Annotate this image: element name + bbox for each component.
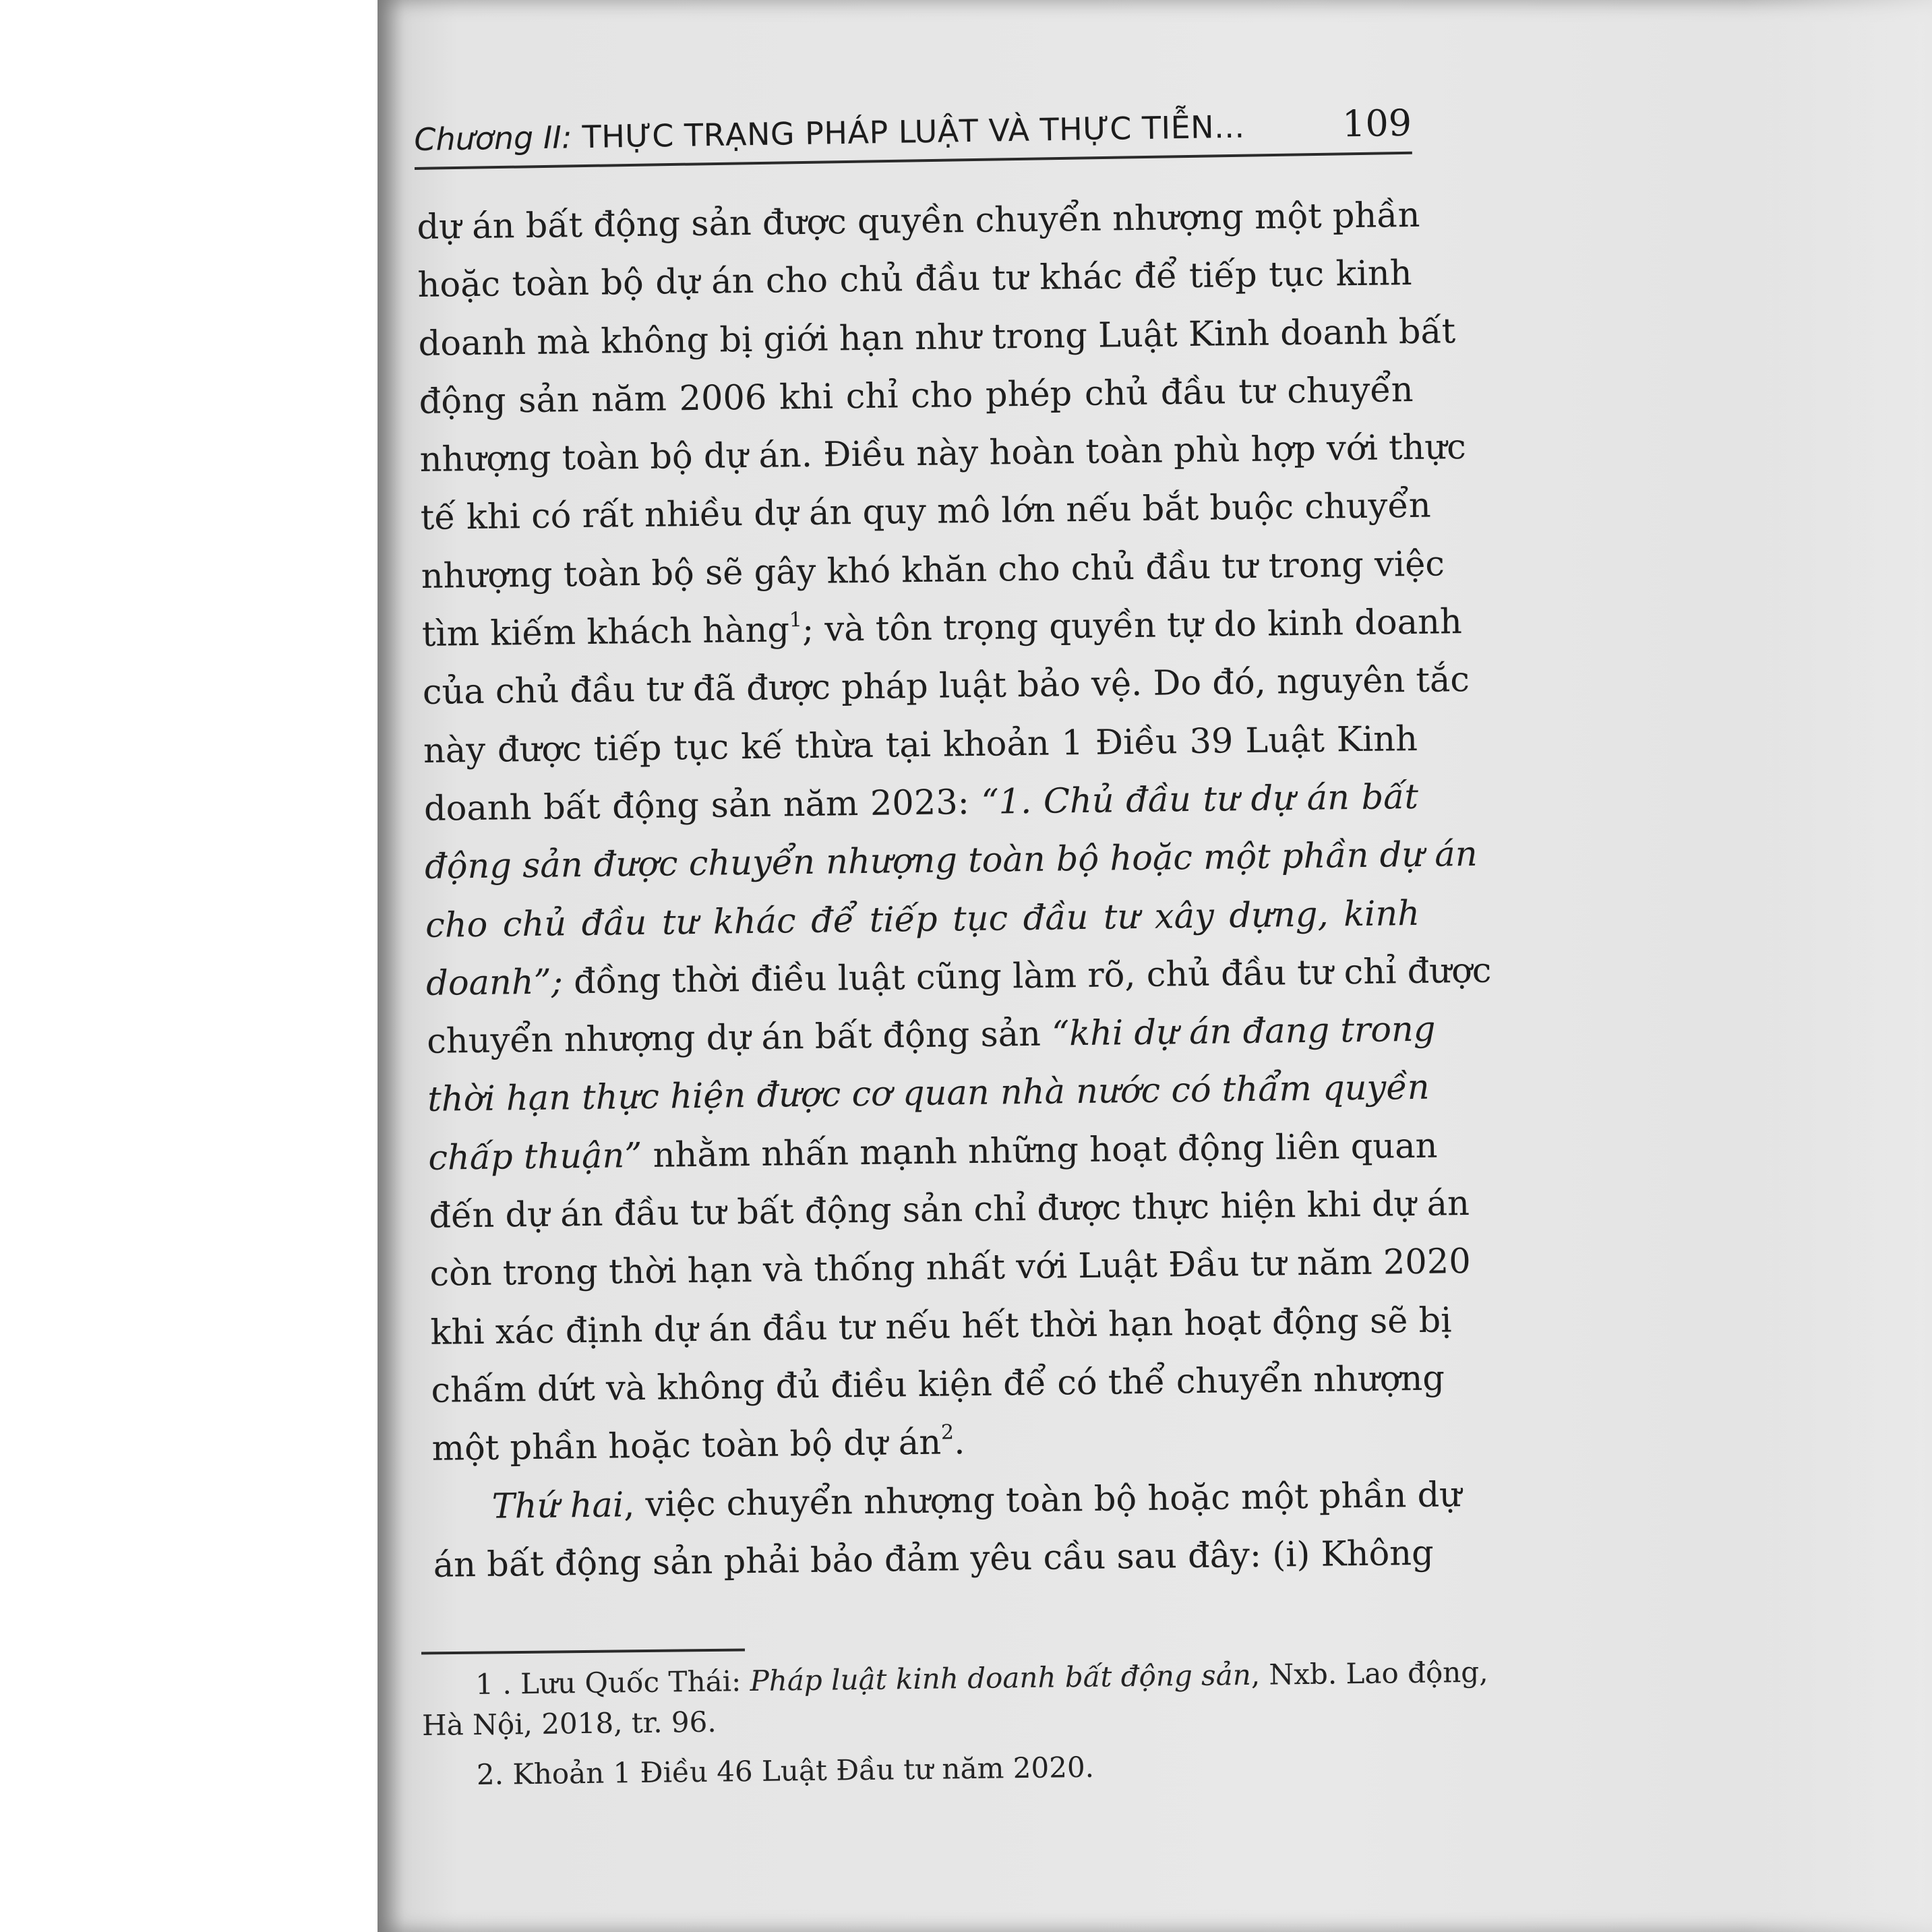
- legal-quote: doanh”;: [425, 962, 564, 1004]
- chapter-heading: THỰC TRẠNG PHÁP LUẬT VÀ THỰC TIỄN...: [582, 108, 1245, 156]
- body-line: nhượng toàn bộ sẽ gây khó khăn cho chủ đầu tư trong việc: [421, 544, 1445, 597]
- body-text-run: chuyển nhượng dự án bất động sản: [426, 1014, 1052, 1062]
- footnote-book-title: Pháp luật kinh doanh bất động sản: [750, 1658, 1252, 1698]
- chapter-prefix: Chương II:: [413, 119, 572, 158]
- footnote-1-continued: Hà Nội, 2018, tr. 96.: [421, 1705, 717, 1742]
- legal-quote: chấp thuận”: [428, 1135, 642, 1178]
- body-line: đến dự án đầu tư bất động sản chỉ được thực hiện khi dự án: [429, 1184, 1470, 1236]
- legal-quote: “khi dự án đang trong: [1051, 1009, 1436, 1054]
- page-margin-background: [0, 0, 384, 1932]
- body-line: còn trong thời hạn và thống nhất với Luật Đầu tư năm 2020: [429, 1242, 1472, 1295]
- body-line: doanh mà không bị giới hạn như trong Luật Kinh doanh bất: [418, 311, 1456, 364]
- footnote-ref-2: 2: [940, 1420, 955, 1445]
- legal-quote: thời hạn thực hiện được cơ quan nhà nước có thẩm quyền: [427, 1068, 1430, 1120]
- body-line: nhượng toàn bộ dự án. Điều này hoàn toàn phù hợp với thực: [419, 427, 1467, 481]
- body-line: án bất động sản phải bảo đảm yêu cầu sau đây: (i) Không: [433, 1533, 1435, 1586]
- body-text-run: một phần hoặc toàn bộ dự án: [431, 1422, 942, 1470]
- body-text-run: nhằm nhấn mạnh những hoạt động liên quan: [642, 1126, 1438, 1176]
- footnote-2: 2. Khoản 1 Điều 46 Luật Đầu tư năm 2020.: [476, 1750, 1095, 1792]
- body-line: khi xác định dự án đầu tư nếu hết thời hạn hoạt động sẽ bị: [430, 1300, 1452, 1353]
- body-text-run: .: [953, 1422, 965, 1463]
- emphasis-text: Thứ hai: [491, 1484, 624, 1527]
- footnotes: [421, 1653, 1488, 1796]
- body-text-run: , việc chuyển nhượng toàn bộ hoặc một phần dự: [623, 1474, 1462, 1525]
- body-line: chấm dứt và không đủ điều kiện để có thể chuyển nhượng: [431, 1358, 1445, 1411]
- legal-quote: động sản được chuyển nhượng toàn bộ hoặc một phần dự án: [424, 835, 1478, 888]
- body-text-run: doanh bất động sản năm 2023:: [423, 782, 982, 829]
- legal-quote: “1. Chủ đầu tư dự án bất: [981, 777, 1419, 822]
- body-text-run: ; và tôn trọng quyền tự do kinh doanh: [802, 602, 1463, 651]
- footnote-text: 1 . Lưu Quốc Thái:: [475, 1664, 750, 1701]
- body-line: động sản năm 2006 khi chỉ cho phép chủ đầu tư chuyển: [419, 369, 1414, 422]
- body-line: dự án bất động sản được quyền chuyển nhượng một phần: [417, 195, 1420, 247]
- body-text-run: đồng thời điều luật cũng làm rõ, chủ đầu tư chỉ được: [562, 950, 1492, 1002]
- body-line: hoặc toàn bộ dự án cho chủ đầu tư khác để tiếp tục kinh: [417, 253, 1412, 306]
- legal-quote: cho chủ đầu tư khác để tiếp tục đầu tư xây dựng, kinh: [425, 893, 1420, 946]
- body-line: của chủ đầu tư đã được pháp luật bảo vệ. Do đó, nguyên tắc: [422, 660, 1470, 713]
- footnote-text: , Nxb. Lao động,: [1250, 1655, 1488, 1691]
- body-line: tế khi có rất nhiều dự án quy mô lớn nếu bắt buộc chuyển: [420, 486, 1431, 539]
- body-line: này được tiếp tục kế thừa tại khoản 1 Điều 39 Luật Kinh: [423, 719, 1418, 771]
- page-number: 109: [1341, 101, 1412, 146]
- body-text-run: tìm kiếm khách hàng: [421, 610, 790, 655]
- body-paragraphs: [417, 187, 1492, 1595]
- footnote-ref-1: 1: [789, 608, 803, 632]
- chapter-title: [414, 109, 1245, 158]
